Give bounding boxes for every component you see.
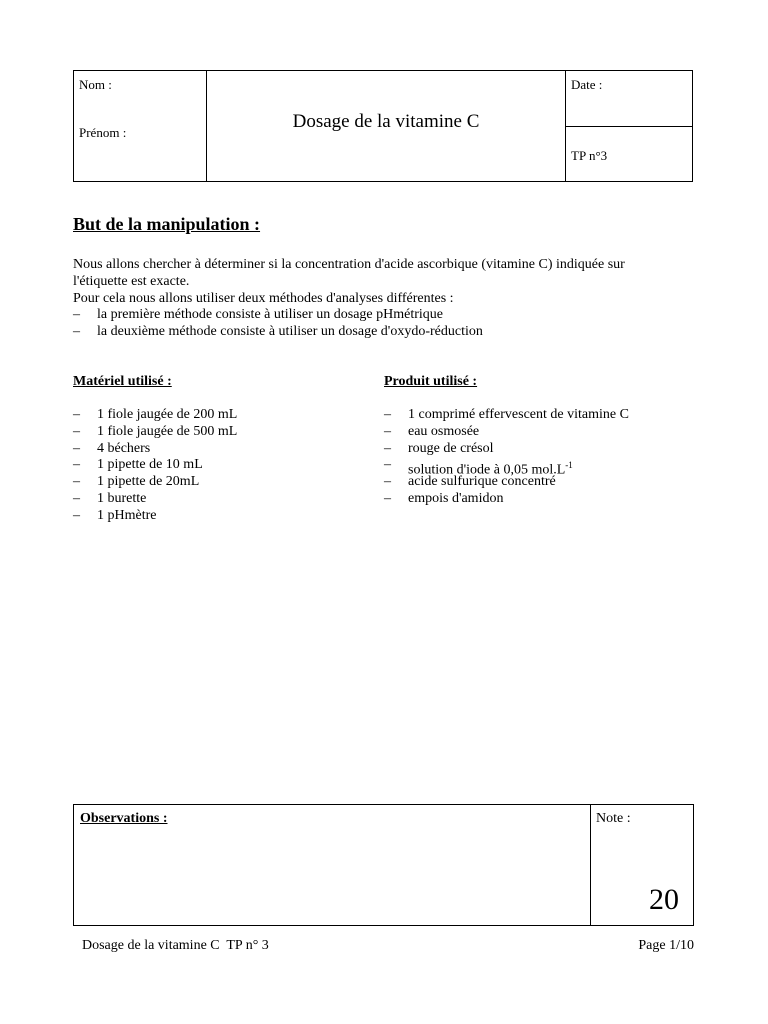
list-item: – 1 comprimé effervescent de vitamine C <box>384 407 629 422</box>
header-table <box>73 70 693 182</box>
but-paragraph <box>73 256 713 341</box>
nom-label: Nom : <box>79 77 112 92</box>
produit-heading: Produit utilisé : <box>384 374 478 389</box>
list-item: – solution d'iode à 0,05 $mol.L^{-1}$ <box>384 457 573 479</box>
list-item: – eau osmosée <box>384 423 480 439</box>
but-line-1: Nous allons chercher à déterminer si la concentration d'acide ascorbique (vitamine C) indiquée sur <box>73 257 625 272</box>
note-label: Note : <box>596 811 631 826</box>
list-item: – la deuxième méthode consiste à utiliser un dosage d'oxydo-réduction <box>73 323 483 339</box>
note-cell <box>590 805 693 925</box>
list-item: – 4 béchers <box>73 440 151 456</box>
footer-page-number: Page 1/10 <box>638 938 694 953</box>
list-item: – 1 pipette de 10 mL <box>73 457 203 473</box>
methods-list <box>73 307 713 341</box>
list-item: – empois d'amidon <box>384 490 504 506</box>
section-heading-but: But de la manipulation : <box>73 214 261 234</box>
list-item: – 1 pipette de 20mL <box>73 474 200 490</box>
exponent: -1 <box>565 460 573 471</box>
observations-box <box>73 804 694 926</box>
note-max: 20 <box>649 883 679 916</box>
footer-left: Dosage de la vitamine C TP n° 3 <box>82 938 269 953</box>
observations-label: Observations : <box>80 811 168 826</box>
list-item: – 1 fiole jaugée de 200 mL <box>73 407 238 422</box>
list-item: – rouge de crésol <box>384 440 494 456</box>
list-item: – 1 pHmètre <box>73 507 157 523</box>
date-tp-cell <box>565 71 692 181</box>
list-item: – acide sulfurique concentré <box>384 474 556 490</box>
date-label: Date : <box>571 77 603 92</box>
name-cell <box>74 71 207 181</box>
produit-list <box>384 407 629 508</box>
but-line-2: l'étiquette est exacte. <box>73 274 190 289</box>
title-cell <box>207 71 565 181</box>
list-item: – 1 fiole jaugée de 500 mL <box>73 423 238 439</box>
list-item: – 1 burette <box>73 490 147 506</box>
but-line-3: Pour cela nous allons utiliser deux méthodes d'analyses différentes : <box>73 291 454 306</box>
materiel-heading: Matériel utilisé : <box>73 374 172 389</box>
list-item: – la première méthode consiste à utiliser un dosage pHmétrique <box>73 307 444 322</box>
cell-divider <box>566 126 692 127</box>
tp-label: TP n°3 <box>571 148 608 163</box>
document-title: Dosage de la vitamine C <box>292 111 480 132</box>
prenom-label: Prénom : <box>79 125 127 140</box>
materiel-list <box>73 407 237 525</box>
